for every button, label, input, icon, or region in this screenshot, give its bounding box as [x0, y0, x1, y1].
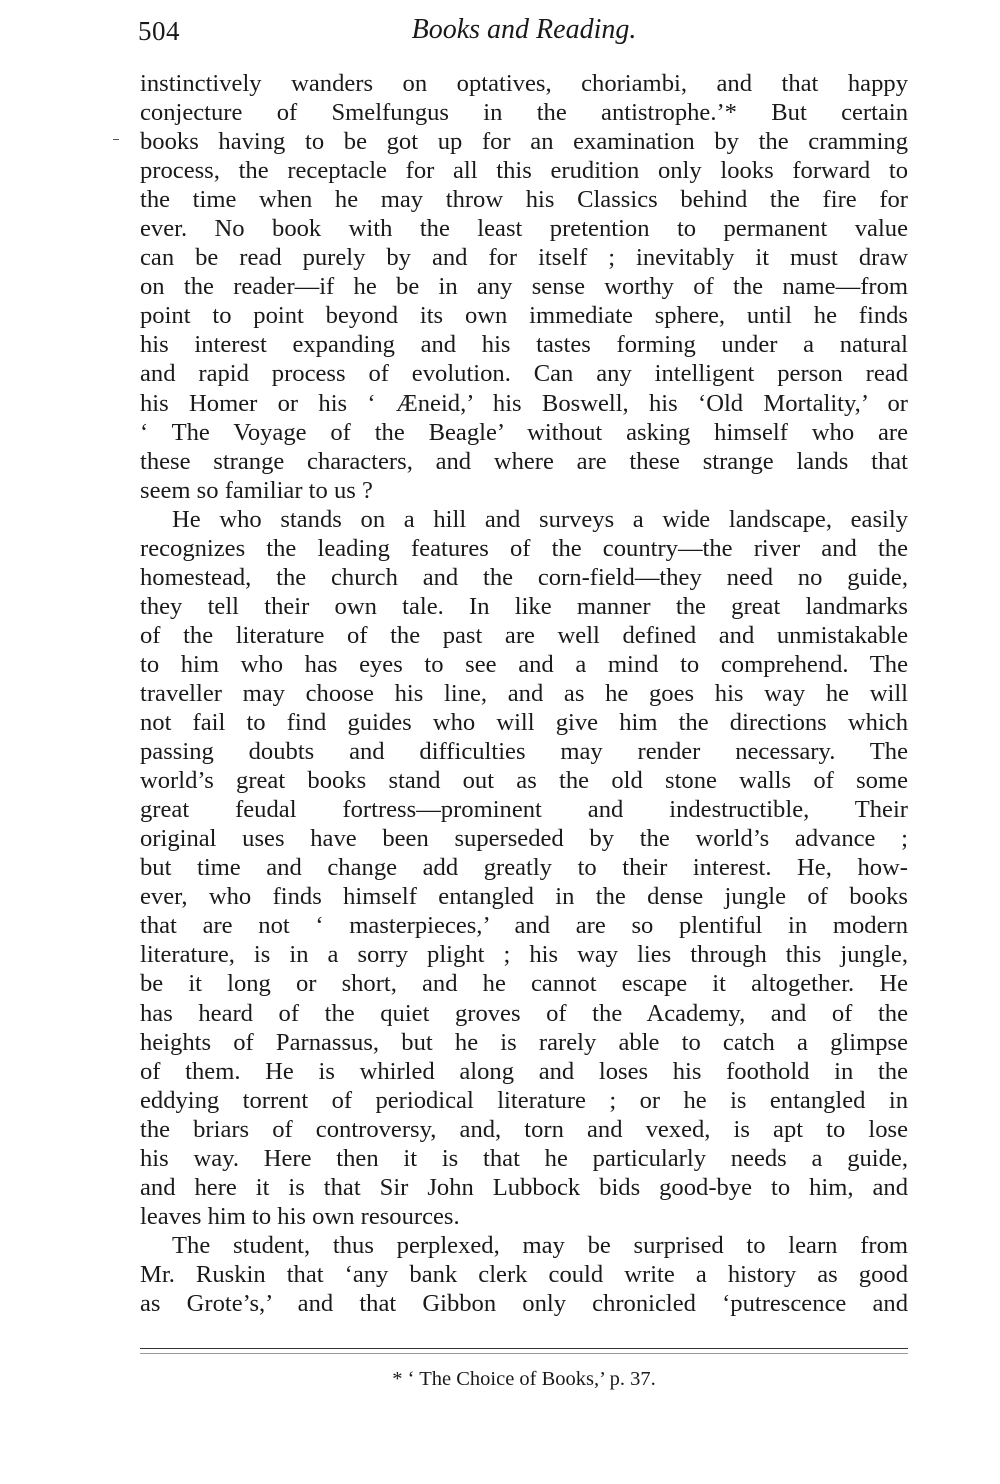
footnote: * ‘ The Choice of Books,’ p. 37.	[392, 1368, 656, 1390]
text-line: these strange characters, and where are these strange lands that	[140, 447, 908, 475]
text-line: recognizes the leading features of the country—the river and the	[140, 534, 908, 562]
text-line: has heard of the quiet groves of the Academy, and of the	[140, 999, 908, 1027]
text-line: and here it is that Sir John Lubbock bids good-bye to him, and	[140, 1173, 908, 1201]
text-line: world’s great books stand out as the old stone walls of some	[140, 767, 908, 795]
text-line: they tell their own tale. In like manner the great landmarks	[140, 592, 908, 620]
text-line: his interest expanding and his tastes forming under a natural	[140, 331, 908, 359]
margin-mark	[113, 139, 119, 140]
text-line: to him who has eyes to see and a mind to comprehend. The	[140, 650, 908, 678]
text-line: homestead, the church and the corn-field—they need no guide,	[140, 563, 908, 591]
footnote-rule-thin	[140, 1353, 908, 1354]
text-line: of them. He is whirled along and loses his foothold in the	[140, 1057, 908, 1085]
text-line: literature, is in a sorry plight ; his way lies through this jungle,	[140, 941, 908, 969]
text-line: that are not ‘ masterpieces,’ and are so plentiful in modern	[140, 912, 908, 940]
paragraph-end-line: leaves him to his own resources.	[140, 1202, 460, 1230]
text-line: passing doubts and difficulties may render necessary. The	[140, 738, 908, 766]
text-line: original uses have been superseded by the world’s advance ;	[140, 825, 908, 853]
text-line: on the reader—if he be in any sense worthy of the name—from	[140, 273, 908, 301]
text-line: not fail to find guides who will give him the directions which	[140, 709, 908, 737]
text-line: can be read purely by and for itself ; inevitably it must draw	[140, 244, 908, 272]
text-line: ever, who finds himself entangled in the dense jungle of books	[140, 883, 908, 911]
paragraph-start-line: The student, thus perplexed, may be surprised to learn from	[172, 1231, 908, 1259]
text-line: as Grote’s,’ and that Gibbon only chronicled ‘putrescence and	[140, 1289, 908, 1317]
text-line: point to point beyond its own immediate sphere, until he finds	[140, 302, 908, 330]
text-line: instinctively wanders on optatives, choriambi, and that happy	[140, 70, 908, 97]
page-number: 504	[138, 16, 180, 46]
running-title: Books and Reading.	[411, 14, 637, 45]
body-text	[140, 69, 908, 1318]
text-line: process, the receptacle for all this erudition only looks forward to	[140, 157, 908, 185]
text-line: ever. No book with the least pretention to permanent value	[140, 215, 908, 243]
text-line: books having to be got up for an examination by the cramming	[140, 128, 908, 156]
text-line: ‘ The Voyage of the Beagle’ without asking himself who are	[140, 418, 908, 446]
text-line: great feudal fortress—prominent and indestructible, Their	[140, 796, 908, 824]
text-line: the briars of controversy, and, torn and vexed, is apt to lose	[140, 1115, 908, 1143]
text-line: eddying torrent of periodical literature ; or he is entangled in	[140, 1086, 908, 1114]
text-line: Mr. Ruskin that ‘any bank clerk could write a history as good	[140, 1260, 908, 1288]
text-line: but time and change add greatly to their interest. He, how-	[140, 854, 908, 882]
text-line: conjecture of Smelfungus in the antistrophe.’* But certain	[140, 99, 908, 127]
paragraph-start-line: He who stands on a hill and surveys a wide landscape, easily	[172, 505, 908, 533]
paragraph-end-line: seem so familiar to us ?	[140, 476, 373, 504]
text-line: his way. Here then it is that he particularly needs a guide,	[140, 1144, 908, 1172]
page-header	[138, 14, 910, 54]
text-line: be it long or short, and he cannot escape it altogether. He	[140, 970, 908, 998]
footnote-rule	[140, 1348, 908, 1349]
text-line: his Homer or his ‘ Æneid,’ his Boswell, his ‘Old Mortality,’ or	[140, 389, 908, 417]
text-line: traveller may choose his line, and as he goes his way he will	[140, 679, 908, 707]
text-line: the time when he may throw his Classics behind the fire for	[140, 186, 908, 214]
text-line: of the literature of the past are well defined and unmistakable	[140, 621, 908, 649]
text-line: and rapid process of evolution. Can any intelligent person read	[140, 360, 908, 388]
text-line: heights of Parnassus, but he is rarely able to catch a glimpse	[140, 1028, 908, 1056]
